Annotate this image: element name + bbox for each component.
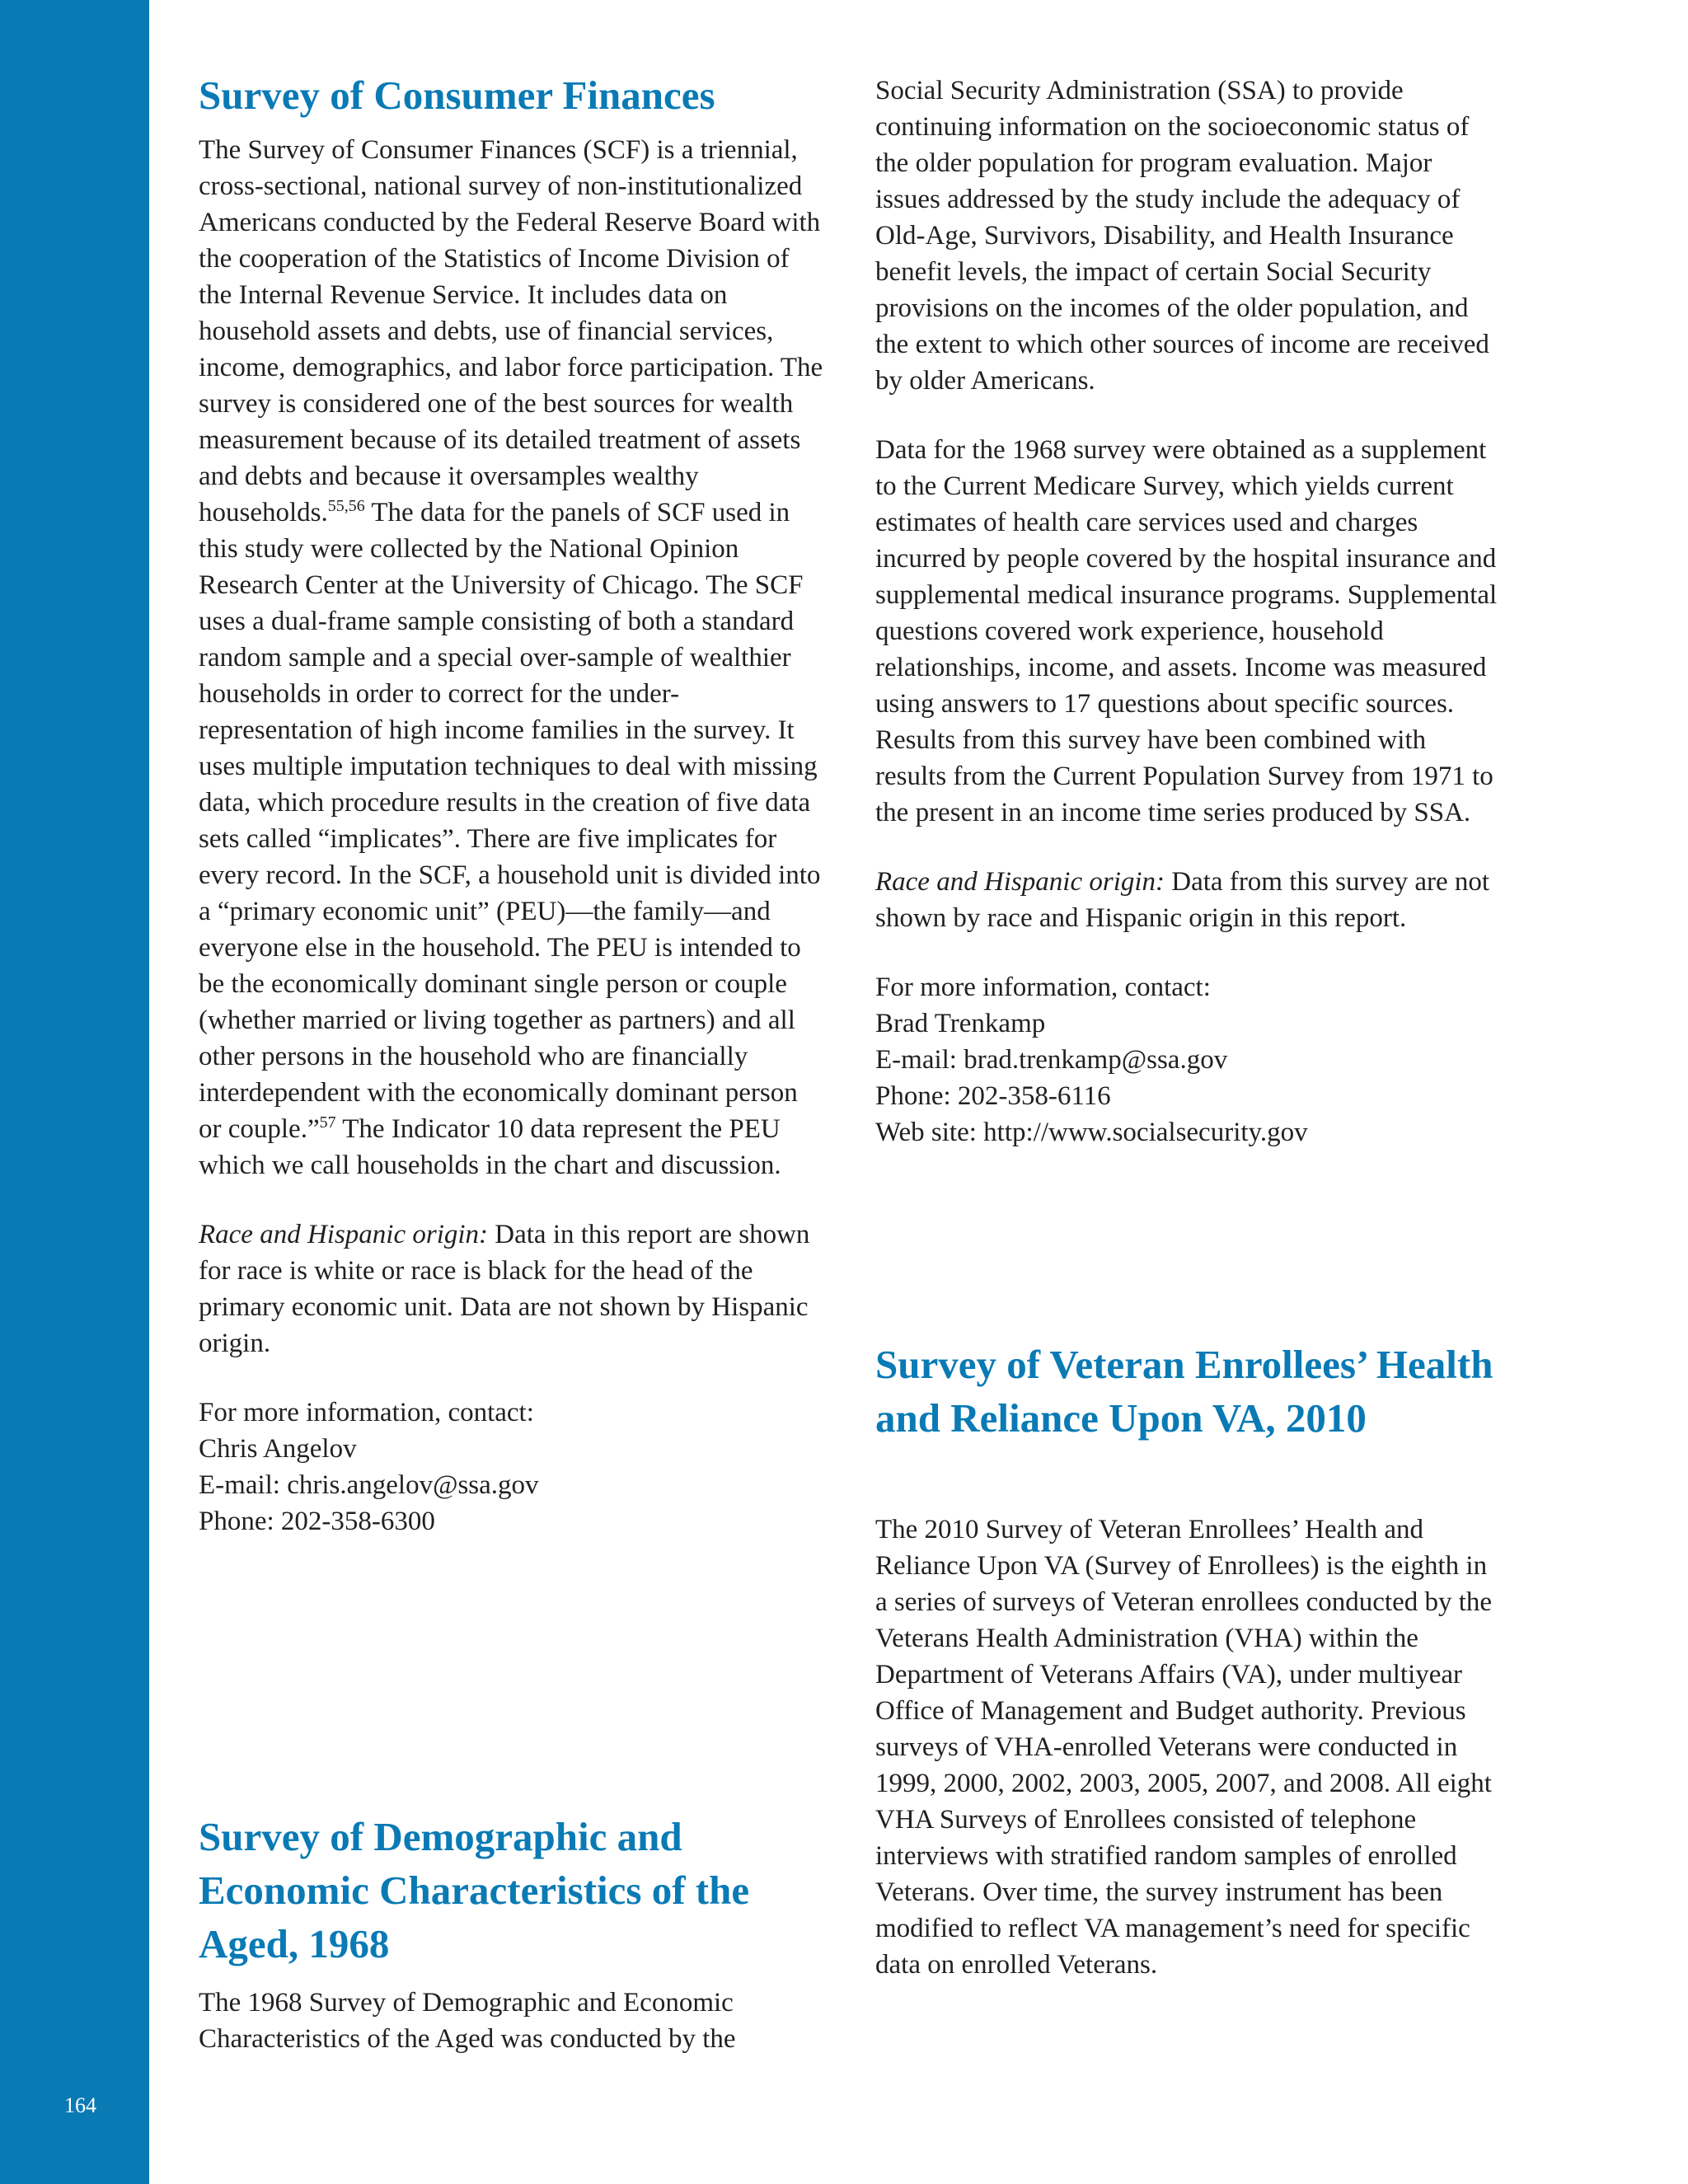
contact-name: Chris Angelov [199, 1434, 357, 1464]
footnote-ref: 55,56 [327, 497, 365, 515]
scf-race-paragraph [199, 1216, 825, 1361]
footnote-ref: 57 [319, 1113, 336, 1132]
page-number: 164 [64, 2093, 96, 2117]
race-lead: Race and Hispanic origin: [199, 1220, 489, 1249]
scf-body [199, 132, 825, 1540]
aged-1968-race-paragraph [875, 864, 1502, 936]
scf-para-part2: The data for the panels of SCF used in this study were collected by the National Opinion Research Center at the University of Chicago. The SCF uses a dual-frame sample consisting of both a standard random sample and a special over-sample of wealthier households in order to correct for the under-representation of high income families in the survey. It uses multiple imputation techniques to deal with missing data, which procedure results in the creation of five data sets called “implicates”. There are five implicates for every record. In the SCF, a household unit is divided into a “primary economic unit” (PEU)—the family—and everyone else in the household. The PEU is intended to be the economically dominant single person or couple (whether married or living together as partners) and all other persons in the household who are financially interdependent with the economically dominant person or couple.” [199, 498, 821, 1144]
contact-email: E-mail: brad.trenkamp@ssa.gov [875, 1045, 1228, 1075]
contact-name: Brad Trenkamp [875, 1009, 1046, 1038]
race-text: Data from this survey are not shown by race and Hispanic origin in this report. [875, 867, 1490, 933]
contact-phone: Phone: 202-358-6116 [875, 1081, 1111, 1111]
aged-1968-para: Social Security Administration (SSA) to provide continuing information on the socioeconomic status of the older population for program evaluation. Major issues addressed by the study include the adequacy of Old-Age, Survivors, Disability, and Health Insurance benefit levels, the impact of certain Social Security provisions on the incomes of the older population, and the extent to which other sources of income are received by older Americans. [875, 76, 1489, 396]
contact-website: Web site: http://www.socialsecurity.gov [875, 1118, 1308, 1147]
race-lead: Race and Hispanic origin: [875, 867, 1165, 897]
heading-aged-1968: Survey of Demographic and Economic Characteristics of the Aged, 1968 [199, 1814, 750, 1966]
scf-para-part1: The Survey of Consumer Finances (SCF) is a triennial, cross-sectional, national survey of non-institutionalized Americans conducted by the Federal Reserve Board with the cooperation of the Statistics of Income Division of the Internal Revenue Service. It includes data on household assets and debts, use of financial services, income, demographics, and labor force participation. The survey is considered one of the best sources for wealth measurement because of its detailed treatment of assets and debts and because it oversamples wealthy households. [199, 135, 823, 527]
contact-phone: Phone: 202-358-6300 [199, 1507, 435, 1536]
aged-1968-para: Data for the 1968 survey were obtained as a supplement to the Current Medicare Survey, which yields current estimates of health care services used and charges incurred by people covered by the hospital insurance and supplemental medical insurance programs. Supplemental questions covered work experience, household relationships, income, and assets. Income was measured using answers to 17 questions about specific sources. Results from this survey have been combined with results from the Current Population Survey from 1971 to the present in an income time series produced by SSA. [875, 435, 1498, 827]
contact-email: E-mail: chris.angelov@ssa.gov [199, 1470, 539, 1500]
contact-intro: For more information, contact: [875, 972, 1211, 1002]
page-sidebar [0, 0, 149, 2184]
heading-scf: Survey of Consumer Finances [199, 73, 715, 118]
race-text: Data in this report are shown for race is white or race is black for the head of the primary economic unit. Data are not shown by Hispanic origin. [199, 1220, 810, 1358]
veterans-para: The 2010 Survey of Veteran Enrollees’ Health and Reliance Upon VA (Survey of Enrollees) is the eighth in a series of surveys of Veteran enrollees conducted by the Veterans Health Administration (VHA) within the Department of Veterans Affairs (VA), under multiyear Office of Management and Budget authority. Previous surveys of VHA-enrolled Veterans were conducted in 1999, 2000, 2002, 2003, 2005, 2007, and 2008. All eight VHA Surveys of Enrollees consisted of telephone interviews with stratified random samples of enrolled Veterans. Over time, the survey instrument has been modified to reflect VA management’s need for specific data on enrolled Veterans. [875, 1515, 1493, 1980]
aged-1968-intro: The 1968 Survey of Demographic and Economic Characteristics of the Aged was conducted by the [199, 1988, 736, 2054]
aged-1968-body [875, 73, 1502, 1151]
scf-paragraph [199, 132, 825, 1183]
heading-veterans: Survey of Veteran Enrollees’ Health and Reliance Upon VA, 2010 [875, 1342, 1493, 1441]
contact-intro: For more information, contact: [199, 1398, 534, 1427]
scf-para-part3: The Indicator 10 data represent the PEU which we call households in the chart and discussion. [199, 1114, 781, 1180]
